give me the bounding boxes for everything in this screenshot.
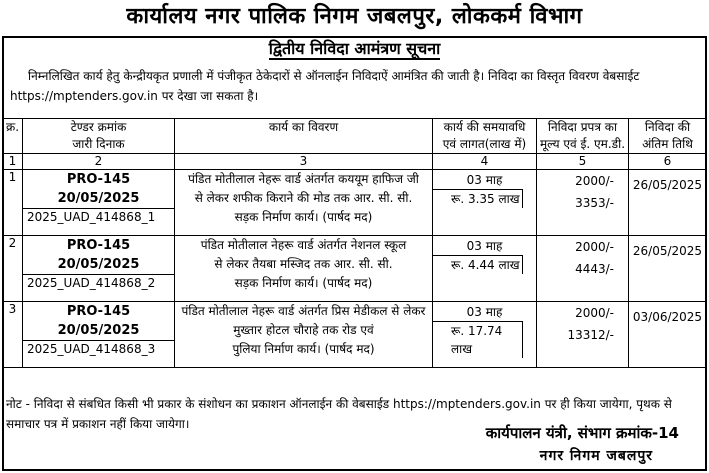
work-line: मुख्तार होटल चौराहे तक रोड एवं: [233, 323, 374, 337]
row-time-cost: [433, 302, 537, 368]
issue-date: 20/05/2025: [57, 191, 140, 206]
column-number: 3: [175, 154, 433, 170]
duration: 03 माह: [466, 239, 503, 253]
header-tender: [23, 119, 175, 154]
notice-title: द्वितीय निविदा आमंत्रण सूचना: [268, 39, 441, 58]
tender-id: 2025_UAD_414868_2: [23, 274, 174, 292]
row-tender: [23, 302, 175, 368]
column-number: 2: [23, 154, 175, 170]
work-line: से लेकर शफीक किराने की मोड तक आर. सी. सी.: [194, 191, 413, 205]
column-number: 6: [629, 154, 707, 170]
work-line: पंडित मोतीलाल नेहरू वार्ड अंतर्गत प्रिस मेडीकल से लेकर: [181, 304, 426, 318]
office-city: नगर निगम जबलपुर: [539, 448, 653, 464]
issue-date: 20/05/2025: [57, 323, 140, 338]
header-time: [433, 119, 537, 154]
tender-id: 2025_UAD_414868_1: [23, 208, 174, 226]
row-time-cost: [433, 236, 537, 302]
table-row: [3, 302, 707, 368]
column-number: 5: [537, 154, 629, 170]
header-cost-line2: मूल्य एवं ई. एम.डी.: [539, 137, 626, 151]
form-fee: 2000/-: [575, 306, 614, 320]
row-fee-emd: [537, 170, 629, 236]
header-tender-line1: टेण्डर क्रमांक: [70, 120, 127, 134]
column-number: 4: [433, 154, 537, 170]
row-time-cost: [433, 170, 537, 236]
emd: 3353/-: [575, 196, 614, 210]
duration: 03 माह: [466, 305, 503, 319]
duration: 03 माह: [466, 173, 503, 187]
header-time-line1: कार्य की समयावधि: [443, 120, 526, 134]
row-work: [175, 236, 433, 302]
row-sn: 2: [3, 236, 23, 302]
office-signature: कार्यपालन यंत्री, संभाग क्रमांक-14: [485, 424, 679, 442]
header-work: कार्य का विवरण: [175, 119, 433, 154]
row-work: [175, 302, 433, 368]
row-sn: 3: [3, 302, 23, 368]
office-header-title: कार्यालय नगर पालिक निगम जबलपुर, लोककर्म विभाग: [126, 4, 583, 29]
table-row: [3, 236, 707, 302]
row-sn: 1: [3, 170, 23, 236]
estimated-cost: रू. 4.44 लाख: [433, 255, 523, 274]
work-line: पुलिया निर्माण कार्य। (पार्षद मद): [232, 342, 375, 356]
header-cost: [537, 119, 629, 154]
form-fee: 2000/-: [575, 240, 614, 254]
header-date: [629, 119, 707, 154]
row-last-date: 26/05/2025: [629, 236, 707, 302]
work-line: पंडित मोतीलाल नेहरू वार्ड अंतर्गत नेशनल स्कूल: [200, 238, 407, 252]
table-row: [3, 170, 707, 236]
row-work: [175, 170, 433, 236]
notice-intro: निम्नलिखित कार्य हेतु केन्द्रीयकृत प्रणाली में पंजीकृत ठेकेदारों से ऑनलाईन निविदाऐं आमंत्रित की जाती है। निविदा का विस्तृत विवरण वेबसाईट https://mptenders.gov.in पर देखा जा सकता है।: [10, 69, 640, 103]
work-line: सड़क निर्माण कार्य। (पार्षद मद): [234, 210, 373, 224]
issue-date: 20/05/2025: [57, 257, 140, 272]
header-tender-line2: जारी दिनाक: [72, 137, 125, 151]
header-time-line2: एवं लागत(लाख में): [442, 137, 527, 151]
header-sn: क्र.: [3, 119, 23, 154]
estimated-cost: रू. 17.74 लाख: [433, 321, 523, 358]
work-line: सड़क निर्माण कार्य। (पार्षद मद): [234, 276, 373, 290]
header-date-line2: अंतिम तिथि: [642, 137, 693, 151]
footer-note: नोट - निविदा से संबधित किसी भी प्रकार के संशोधन का प्रकाशन ऑनलाईन की वेबसाईड https://mptenders.gov.in पर ही किया जायेगा, पृथक से समाचार पत्र में प्रकाशन नहीं किया जायेगा।: [6, 397, 672, 431]
row-last-date: 03/06/2025: [629, 302, 707, 368]
row-fee-emd: [537, 302, 629, 368]
column-number: 1: [3, 154, 23, 170]
row-fee-emd: [537, 236, 629, 302]
header-cost-line1: निविदा प्रपत्र का: [547, 120, 618, 134]
tender-table: [2, 118, 707, 368]
form-fee: 2000/-: [575, 174, 614, 188]
tender-number: PRO-145: [66, 238, 131, 253]
work-line: पंडित मोतीलाल नेहरू वार्ड अंतर्गत कययूम हाफिज जी: [188, 172, 419, 186]
header-date-line1: निविदा की: [644, 120, 691, 134]
tender-id: 2025_UAD_414868_3: [23, 340, 174, 358]
row-last-date: 26/05/2025: [629, 170, 707, 236]
table-header-row: [3, 119, 707, 154]
estimated-cost: रू. 3.35 लाख: [433, 189, 523, 208]
notice-title-wrap: [0, 38, 709, 60]
work-line: से लेकर तैयबा मस्जिद तक आर. सी. सी.: [214, 257, 393, 271]
emd: 4443/-: [575, 262, 614, 276]
emd: 13312/-: [567, 328, 614, 342]
tender-number: PRO-145: [66, 172, 131, 187]
column-number-row: [3, 154, 707, 170]
row-tender: [23, 170, 175, 236]
tender-number: PRO-145: [66, 304, 131, 319]
row-tender: [23, 236, 175, 302]
